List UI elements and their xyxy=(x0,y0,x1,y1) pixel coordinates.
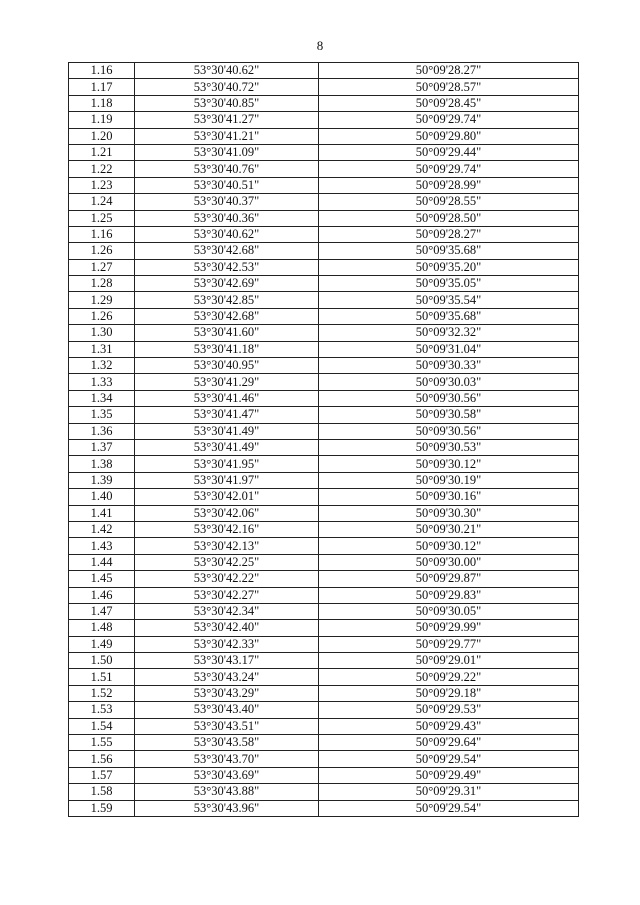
table-row xyxy=(69,571,579,587)
point-number-cell: 1.21 xyxy=(69,144,135,160)
longitude-cell: 50°09'30.05" xyxy=(319,603,579,619)
point-number-cell: 1.32 xyxy=(69,358,135,374)
point-number-cell: 1.22 xyxy=(69,161,135,177)
table-row xyxy=(69,292,579,308)
table-row xyxy=(69,505,579,521)
table-row xyxy=(69,161,579,177)
latitude-cell: 53°30'43.69" xyxy=(135,767,319,783)
table-row xyxy=(69,226,579,242)
longitude-cell: 50°09'29.83" xyxy=(319,587,579,603)
latitude-cell: 53°30'40.37" xyxy=(135,194,319,210)
point-number-cell: 1.18 xyxy=(69,95,135,111)
table-row xyxy=(69,489,579,505)
latitude-cell: 53°30'43.88" xyxy=(135,784,319,800)
table-row xyxy=(69,95,579,111)
latitude-cell: 53°30'43.24" xyxy=(135,669,319,685)
longitude-cell: 50°09'30.12" xyxy=(319,538,579,554)
latitude-cell: 53°30'42.22" xyxy=(135,571,319,587)
point-number-cell: 1.47 xyxy=(69,603,135,619)
point-number-cell: 1.26 xyxy=(69,243,135,259)
longitude-cell: 50°09'28.99" xyxy=(319,177,579,193)
latitude-cell: 53°30'42.53" xyxy=(135,259,319,275)
table-row xyxy=(69,112,579,128)
latitude-cell: 53°30'41.29" xyxy=(135,374,319,390)
point-number-cell: 1.55 xyxy=(69,735,135,751)
longitude-cell: 50°09'35.20" xyxy=(319,259,579,275)
point-number-cell: 1.28 xyxy=(69,276,135,292)
latitude-cell: 53°30'40.62" xyxy=(135,63,319,79)
point-number-cell: 1.25 xyxy=(69,210,135,226)
longitude-cell: 50°09'31.04" xyxy=(319,341,579,357)
longitude-cell: 50°09'28.45" xyxy=(319,95,579,111)
table-row xyxy=(69,308,579,324)
table-row xyxy=(69,210,579,226)
point-number-cell: 1.41 xyxy=(69,505,135,521)
latitude-cell: 53°30'42.33" xyxy=(135,636,319,652)
longitude-cell: 50°09'29.64" xyxy=(319,735,579,751)
table-row xyxy=(69,144,579,160)
longitude-cell: 50°09'29.87" xyxy=(319,571,579,587)
latitude-cell: 53°30'41.27" xyxy=(135,112,319,128)
point-number-cell: 1.31 xyxy=(69,341,135,357)
latitude-cell: 53°30'41.47" xyxy=(135,407,319,423)
table-row xyxy=(69,472,579,488)
table-row xyxy=(69,390,579,406)
longitude-cell: 50°09'30.21" xyxy=(319,521,579,537)
latitude-cell: 53°30'41.97" xyxy=(135,472,319,488)
longitude-cell: 50°09'29.31" xyxy=(319,784,579,800)
table-row xyxy=(69,554,579,570)
longitude-cell: 50°09'30.58" xyxy=(319,407,579,423)
latitude-cell: 53°30'41.49" xyxy=(135,423,319,439)
longitude-cell: 50°09'29.01" xyxy=(319,653,579,669)
latitude-cell: 53°30'43.96" xyxy=(135,800,319,816)
point-number-cell: 1.59 xyxy=(69,800,135,816)
longitude-cell: 50°09'29.18" xyxy=(319,685,579,701)
point-number-cell: 1.43 xyxy=(69,538,135,554)
longitude-cell: 50°09'35.05" xyxy=(319,276,579,292)
longitude-cell: 50°09'28.27" xyxy=(319,63,579,79)
longitude-cell: 50°09'28.50" xyxy=(319,210,579,226)
point-number-cell: 1.17 xyxy=(69,79,135,95)
point-number-cell: 1.56 xyxy=(69,751,135,767)
table-row xyxy=(69,653,579,669)
longitude-cell: 50°09'30.53" xyxy=(319,439,579,455)
table-row xyxy=(69,603,579,619)
longitude-cell: 50°09'29.77" xyxy=(319,636,579,652)
point-number-cell: 1.44 xyxy=(69,554,135,570)
longitude-cell: 50°09'29.44" xyxy=(319,144,579,160)
point-number-cell: 1.40 xyxy=(69,489,135,505)
point-number-cell: 1.57 xyxy=(69,767,135,783)
latitude-cell: 53°30'42.16" xyxy=(135,521,319,537)
point-number-cell: 1.30 xyxy=(69,325,135,341)
longitude-cell: 50°09'30.30" xyxy=(319,505,579,521)
point-number-cell: 1.58 xyxy=(69,784,135,800)
longitude-cell: 50°09'29.54" xyxy=(319,751,579,767)
table-row xyxy=(69,456,579,472)
longitude-cell: 50°09'29.54" xyxy=(319,800,579,816)
longitude-cell: 50°09'30.56" xyxy=(319,423,579,439)
point-number-cell: 1.50 xyxy=(69,653,135,669)
latitude-cell: 53°30'42.27" xyxy=(135,587,319,603)
latitude-cell: 53°30'40.72" xyxy=(135,79,319,95)
table-row xyxy=(69,341,579,357)
table-row xyxy=(69,669,579,685)
longitude-cell: 50°09'29.74" xyxy=(319,112,579,128)
table-row xyxy=(69,521,579,537)
longitude-cell: 50°09'29.80" xyxy=(319,128,579,144)
latitude-cell: 53°30'42.68" xyxy=(135,243,319,259)
table-row xyxy=(69,63,579,79)
latitude-cell: 53°30'41.95" xyxy=(135,456,319,472)
table-row xyxy=(69,423,579,439)
table-row xyxy=(69,325,579,341)
latitude-cell: 53°30'40.36" xyxy=(135,210,319,226)
point-number-cell: 1.26 xyxy=(69,308,135,324)
latitude-cell: 53°30'41.09" xyxy=(135,144,319,160)
table-row xyxy=(69,374,579,390)
longitude-cell: 50°09'29.53" xyxy=(319,702,579,718)
longitude-cell: 50°09'29.43" xyxy=(319,718,579,734)
longitude-cell: 50°09'30.16" xyxy=(319,489,579,505)
table-row xyxy=(69,685,579,701)
longitude-cell: 50°09'30.12" xyxy=(319,456,579,472)
latitude-cell: 53°30'40.76" xyxy=(135,161,319,177)
latitude-cell: 53°30'43.70" xyxy=(135,751,319,767)
point-number-cell: 1.53 xyxy=(69,702,135,718)
table-row xyxy=(69,177,579,193)
point-number-cell: 1.36 xyxy=(69,423,135,439)
table-row xyxy=(69,800,579,816)
table-row xyxy=(69,587,579,603)
latitude-cell: 53°30'43.17" xyxy=(135,653,319,669)
point-number-cell: 1.49 xyxy=(69,636,135,652)
point-number-cell: 1.38 xyxy=(69,456,135,472)
latitude-cell: 53°30'41.18" xyxy=(135,341,319,357)
latitude-cell: 53°30'42.25" xyxy=(135,554,319,570)
point-number-cell: 1.19 xyxy=(69,112,135,128)
table-row xyxy=(69,358,579,374)
latitude-cell: 53°30'43.58" xyxy=(135,735,319,751)
longitude-cell: 50°09'29.99" xyxy=(319,620,579,636)
point-number-cell: 1.20 xyxy=(69,128,135,144)
longitude-cell: 50°09'35.68" xyxy=(319,308,579,324)
longitude-cell: 50°09'29.22" xyxy=(319,669,579,685)
table-row xyxy=(69,702,579,718)
point-number-cell: 1.35 xyxy=(69,407,135,423)
latitude-cell: 53°30'42.06" xyxy=(135,505,319,521)
latitude-cell: 53°30'40.95" xyxy=(135,358,319,374)
latitude-cell: 53°30'42.68" xyxy=(135,308,319,324)
latitude-cell: 53°30'43.51" xyxy=(135,718,319,734)
latitude-cell: 53°30'41.46" xyxy=(135,390,319,406)
table-row xyxy=(69,243,579,259)
longitude-cell: 50°09'28.55" xyxy=(319,194,579,210)
table-row xyxy=(69,636,579,652)
longitude-cell: 50°09'30.00" xyxy=(319,554,579,570)
table-row xyxy=(69,718,579,734)
table-row xyxy=(69,439,579,455)
point-number-cell: 1.27 xyxy=(69,259,135,275)
point-number-cell: 1.46 xyxy=(69,587,135,603)
point-number-cell: 1.39 xyxy=(69,472,135,488)
longitude-cell: 50°09'30.03" xyxy=(319,374,579,390)
latitude-cell: 53°30'42.34" xyxy=(135,603,319,619)
point-number-cell: 1.23 xyxy=(69,177,135,193)
latitude-cell: 53°30'41.21" xyxy=(135,128,319,144)
table-row xyxy=(69,276,579,292)
longitude-cell: 50°09'35.54" xyxy=(319,292,579,308)
table-row xyxy=(69,784,579,800)
coordinates-table-body xyxy=(69,63,579,817)
latitude-cell: 53°30'40.85" xyxy=(135,95,319,111)
table-row xyxy=(69,407,579,423)
table-row xyxy=(69,751,579,767)
table-row xyxy=(69,194,579,210)
longitude-cell: 50°09'32.32" xyxy=(319,325,579,341)
point-number-cell: 1.51 xyxy=(69,669,135,685)
table-row xyxy=(69,767,579,783)
latitude-cell: 53°30'40.62" xyxy=(135,226,319,242)
point-number-cell: 1.37 xyxy=(69,439,135,455)
latitude-cell: 53°30'43.29" xyxy=(135,685,319,701)
latitude-cell: 53°30'42.13" xyxy=(135,538,319,554)
latitude-cell: 53°30'41.49" xyxy=(135,439,319,455)
latitude-cell: 53°30'42.69" xyxy=(135,276,319,292)
table-row xyxy=(69,620,579,636)
longitude-cell: 50°09'30.56" xyxy=(319,390,579,406)
table-row xyxy=(69,128,579,144)
point-number-cell: 1.54 xyxy=(69,718,135,734)
longitude-cell: 50°09'29.74" xyxy=(319,161,579,177)
point-number-cell: 1.34 xyxy=(69,390,135,406)
point-number-cell: 1.33 xyxy=(69,374,135,390)
latitude-cell: 53°30'41.60" xyxy=(135,325,319,341)
table-row xyxy=(69,79,579,95)
table-row xyxy=(69,538,579,554)
longitude-cell: 50°09'28.27" xyxy=(319,226,579,242)
coordinates-table xyxy=(68,62,579,817)
longitude-cell: 50°09'35.68" xyxy=(319,243,579,259)
latitude-cell: 53°30'42.01" xyxy=(135,489,319,505)
longitude-cell: 50°09'29.49" xyxy=(319,767,579,783)
point-number-cell: 1.16 xyxy=(69,226,135,242)
page-number: 8 xyxy=(316,38,324,53)
point-number-cell: 1.52 xyxy=(69,685,135,701)
latitude-cell: 53°30'42.85" xyxy=(135,292,319,308)
point-number-cell: 1.45 xyxy=(69,571,135,587)
longitude-cell: 50°09'30.33" xyxy=(319,358,579,374)
point-number-cell: 1.24 xyxy=(69,194,135,210)
latitude-cell: 53°30'42.40" xyxy=(135,620,319,636)
latitude-cell: 53°30'40.51" xyxy=(135,177,319,193)
longitude-cell: 50°09'28.57" xyxy=(319,79,579,95)
longitude-cell: 50°09'30.19" xyxy=(319,472,579,488)
point-number-cell: 1.42 xyxy=(69,521,135,537)
point-number-cell: 1.29 xyxy=(69,292,135,308)
point-number-cell: 1.48 xyxy=(69,620,135,636)
latitude-cell: 53°30'43.40" xyxy=(135,702,319,718)
point-number-cell: 1.16 xyxy=(69,63,135,79)
table-row xyxy=(69,259,579,275)
table-row xyxy=(69,735,579,751)
